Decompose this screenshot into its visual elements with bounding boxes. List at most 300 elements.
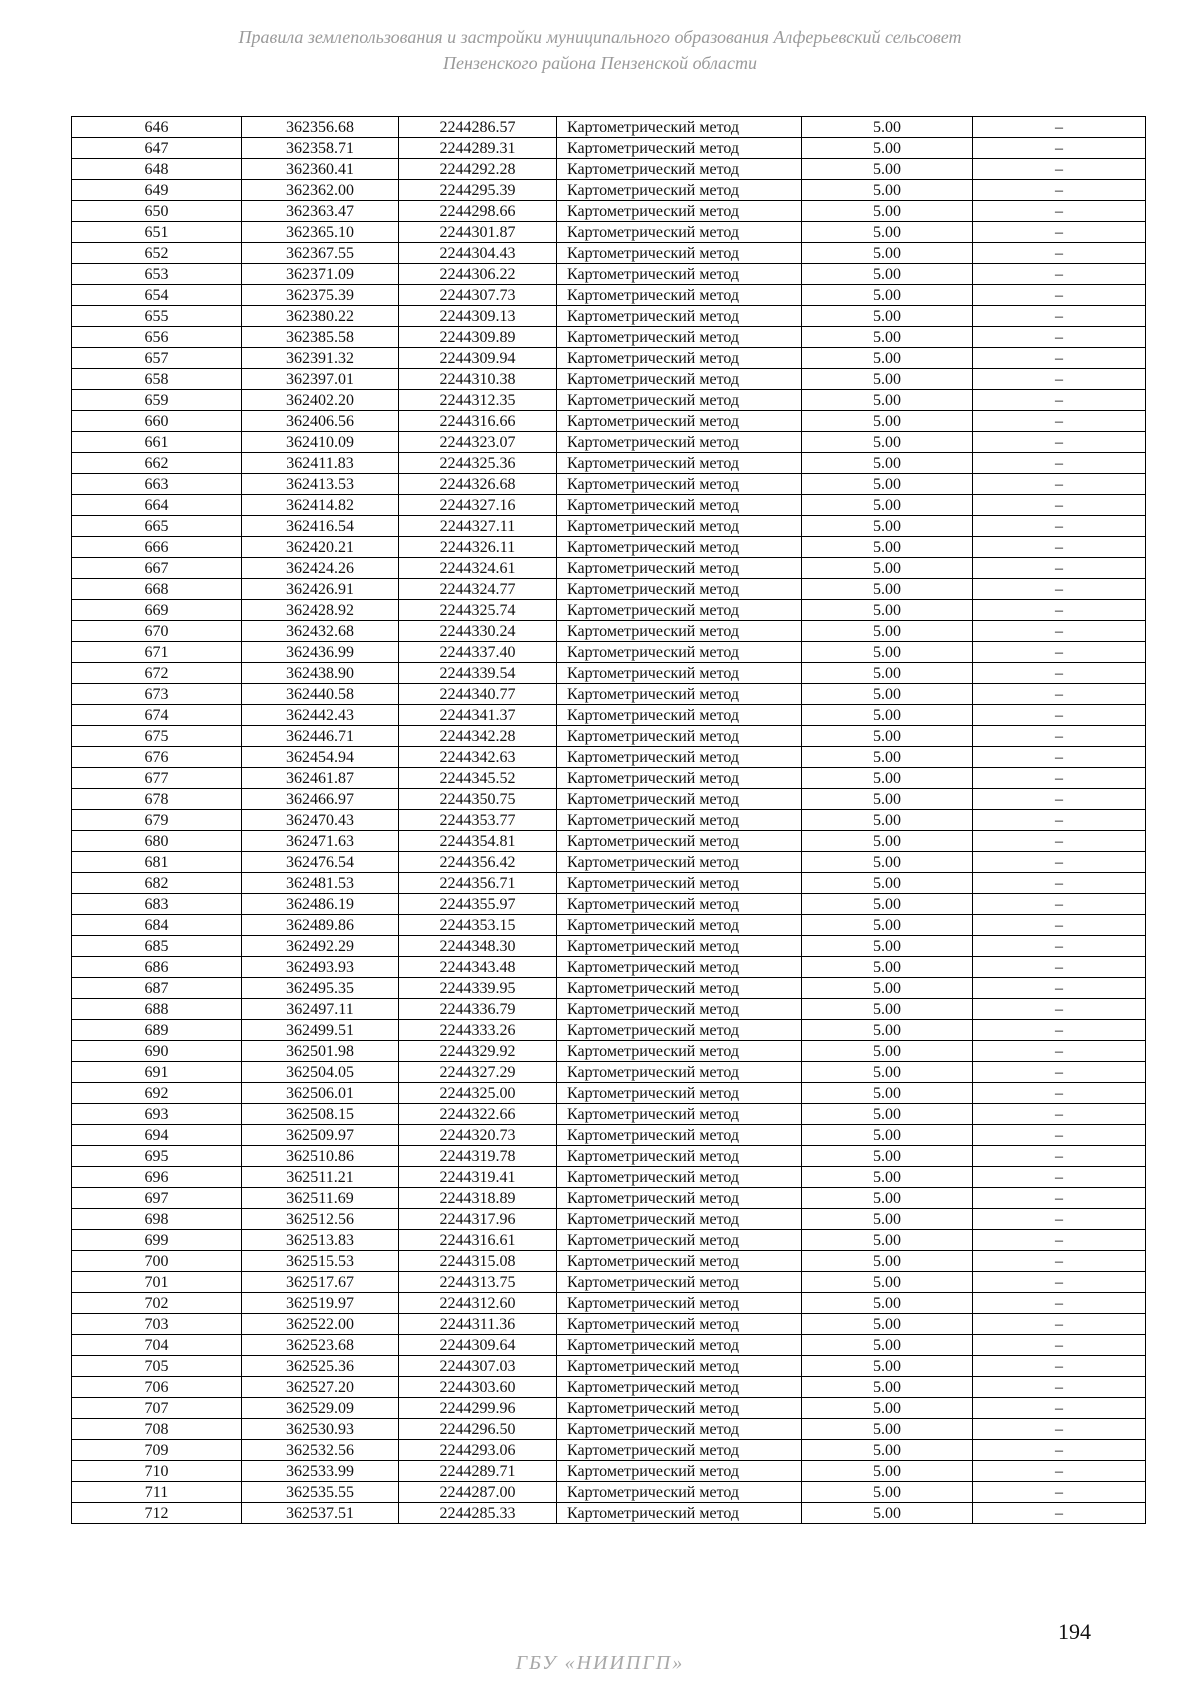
y-coordinate-cell: 2244323.07: [399, 432, 557, 453]
x-coordinate-cell: 362438.90: [242, 663, 399, 684]
note-cell: –: [973, 726, 1146, 747]
table-row: [72, 348, 1146, 369]
point-number-cell: 704: [72, 1335, 242, 1356]
method-cell: Картометрический метод: [557, 1356, 802, 1377]
note-cell: –: [973, 705, 1146, 726]
method-cell: Картометрический метод: [557, 558, 802, 579]
note-cell: –: [973, 852, 1146, 873]
y-coordinate-cell: 2244325.00: [399, 1083, 557, 1104]
method-cell: Картометрический метод: [557, 684, 802, 705]
note-cell: –: [973, 558, 1146, 579]
table-row: [72, 1272, 1146, 1293]
x-coordinate-cell: 362363.47: [242, 201, 399, 222]
y-coordinate-cell: 2244318.89: [399, 1188, 557, 1209]
y-coordinate-cell: 2244345.52: [399, 768, 557, 789]
table-row: [72, 516, 1146, 537]
note-cell: –: [973, 117, 1146, 138]
table-row: [72, 1125, 1146, 1146]
method-cell: Картометрический метод: [557, 1188, 802, 1209]
x-coordinate-cell: 362517.67: [242, 1272, 399, 1293]
accuracy-cell: 5.00: [802, 747, 973, 768]
y-coordinate-cell: 2244304.43: [399, 243, 557, 264]
point-number-cell: 663: [72, 474, 242, 495]
y-coordinate-cell: 2244307.73: [399, 285, 557, 306]
point-number-cell: 676: [72, 747, 242, 768]
table-row: [72, 1251, 1146, 1272]
method-cell: Картометрический метод: [557, 453, 802, 474]
x-coordinate-cell: 362508.15: [242, 1104, 399, 1125]
y-coordinate-cell: 2244319.78: [399, 1146, 557, 1167]
method-cell: Картометрический метод: [557, 831, 802, 852]
note-cell: –: [973, 1020, 1146, 1041]
x-coordinate-cell: 362510.86: [242, 1146, 399, 1167]
x-coordinate-cell: 362512.56: [242, 1209, 399, 1230]
note-cell: –: [973, 894, 1146, 915]
header-line-1: Правила землепользования и застройки муниципального образования Алферьевский сельсовет: [238, 27, 962, 47]
x-coordinate-cell: 362358.71: [242, 138, 399, 159]
method-cell: Картометрический метод: [557, 306, 802, 327]
x-coordinate-cell: 362375.39: [242, 285, 399, 306]
method-cell: Картометрический метод: [557, 369, 802, 390]
note-cell: –: [973, 747, 1146, 768]
point-number-cell: 654: [72, 285, 242, 306]
x-coordinate-cell: 362454.94: [242, 747, 399, 768]
note-cell: –: [973, 1188, 1146, 1209]
x-coordinate-cell: 362525.36: [242, 1356, 399, 1377]
table-row: [72, 663, 1146, 684]
x-coordinate-cell: 362446.71: [242, 726, 399, 747]
table-row: [72, 1167, 1146, 1188]
x-coordinate-cell: 362509.97: [242, 1125, 399, 1146]
note-cell: –: [973, 1125, 1146, 1146]
accuracy-cell: 5.00: [802, 1335, 973, 1356]
note-cell: –: [973, 1398, 1146, 1419]
point-number-cell: 707: [72, 1398, 242, 1419]
y-coordinate-cell: 2244313.75: [399, 1272, 557, 1293]
x-coordinate-cell: 362476.54: [242, 852, 399, 873]
accuracy-cell: 5.00: [802, 117, 973, 138]
note-cell: –: [973, 915, 1146, 936]
x-coordinate-cell: 362515.53: [242, 1251, 399, 1272]
y-coordinate-cell: 2244311.36: [399, 1314, 557, 1335]
note-cell: –: [973, 138, 1146, 159]
note-cell: –: [973, 285, 1146, 306]
method-cell: Картометрический метод: [557, 1167, 802, 1188]
y-coordinate-cell: 2244354.81: [399, 831, 557, 852]
note-cell: –: [973, 264, 1146, 285]
x-coordinate-cell: 362416.54: [242, 516, 399, 537]
accuracy-cell: 5.00: [802, 285, 973, 306]
note-cell: –: [973, 1356, 1146, 1377]
note-cell: –: [973, 369, 1146, 390]
y-coordinate-cell: 2244301.87: [399, 222, 557, 243]
table-row: [72, 327, 1146, 348]
x-coordinate-cell: 362436.99: [242, 642, 399, 663]
point-number-cell: 694: [72, 1125, 242, 1146]
accuracy-cell: 5.00: [802, 411, 973, 432]
point-number-cell: 669: [72, 600, 242, 621]
table-row: [72, 1188, 1146, 1209]
table-row: [72, 936, 1146, 957]
accuracy-cell: 5.00: [802, 1272, 973, 1293]
accuracy-cell: 5.00: [802, 1188, 973, 1209]
method-cell: Картометрический метод: [557, 1440, 802, 1461]
method-cell: Картометрический метод: [557, 201, 802, 222]
note-cell: –: [973, 453, 1146, 474]
table-row: [72, 411, 1146, 432]
point-number-cell: 695: [72, 1146, 242, 1167]
method-cell: Картометрический метод: [557, 999, 802, 1020]
table-row: [72, 537, 1146, 558]
point-number-cell: 680: [72, 831, 242, 852]
accuracy-cell: 5.00: [802, 222, 973, 243]
note-cell: –: [973, 621, 1146, 642]
accuracy-cell: 5.00: [802, 327, 973, 348]
y-coordinate-cell: 2244348.30: [399, 936, 557, 957]
table-row: [72, 1440, 1146, 1461]
note-cell: –: [973, 222, 1146, 243]
table-row: [72, 201, 1146, 222]
point-number-cell: 709: [72, 1440, 242, 1461]
accuracy-cell: 5.00: [802, 1209, 973, 1230]
x-coordinate-cell: 362529.09: [242, 1398, 399, 1419]
note-cell: –: [973, 642, 1146, 663]
method-cell: Картометрический метод: [557, 1272, 802, 1293]
page-header: [0, 24, 1200, 76]
table-row: [72, 705, 1146, 726]
accuracy-cell: 5.00: [802, 1125, 973, 1146]
y-coordinate-cell: 2244350.75: [399, 789, 557, 810]
note-cell: –: [973, 1230, 1146, 1251]
x-coordinate-cell: 362486.19: [242, 894, 399, 915]
method-cell: Картометрический метод: [557, 978, 802, 999]
y-coordinate-cell: 2244327.16: [399, 495, 557, 516]
y-coordinate-cell: 2244324.77: [399, 579, 557, 600]
note-cell: –: [973, 1377, 1146, 1398]
accuracy-cell: 5.00: [802, 537, 973, 558]
x-coordinate-cell: 362489.86: [242, 915, 399, 936]
table-row: [72, 810, 1146, 831]
point-number-cell: 705: [72, 1356, 242, 1377]
x-coordinate-cell: 362440.58: [242, 684, 399, 705]
x-coordinate-cell: 362493.93: [242, 957, 399, 978]
point-number-cell: 696: [72, 1167, 242, 1188]
accuracy-cell: 5.00: [802, 138, 973, 159]
table-row: [72, 978, 1146, 999]
y-coordinate-cell: 2244299.96: [399, 1398, 557, 1419]
x-coordinate-cell: 362499.51: [242, 1020, 399, 1041]
x-coordinate-cell: 362530.93: [242, 1419, 399, 1440]
point-number-cell: 667: [72, 558, 242, 579]
point-number-cell: 649: [72, 180, 242, 201]
x-coordinate-cell: 362523.68: [242, 1335, 399, 1356]
y-coordinate-cell: 2244306.22: [399, 264, 557, 285]
note-cell: –: [973, 159, 1146, 180]
note-cell: –: [973, 999, 1146, 1020]
method-cell: Картометрический метод: [557, 915, 802, 936]
note-cell: –: [973, 327, 1146, 348]
y-coordinate-cell: 2244343.48: [399, 957, 557, 978]
point-number-cell: 671: [72, 642, 242, 663]
y-coordinate-cell: 2244309.64: [399, 1335, 557, 1356]
method-cell: Картометрический метод: [557, 852, 802, 873]
table-row: [72, 1146, 1146, 1167]
table-row: [72, 1419, 1146, 1440]
accuracy-cell: 5.00: [802, 264, 973, 285]
x-coordinate-cell: 362365.10: [242, 222, 399, 243]
accuracy-cell: 5.00: [802, 1377, 973, 1398]
y-coordinate-cell: 2244322.66: [399, 1104, 557, 1125]
x-coordinate-cell: 362535.55: [242, 1482, 399, 1503]
method-cell: Картометрический метод: [557, 1503, 802, 1524]
note-cell: –: [973, 1272, 1146, 1293]
coordinates-table: [71, 116, 1146, 1524]
point-number-cell: 684: [72, 915, 242, 936]
x-coordinate-cell: 362537.51: [242, 1503, 399, 1524]
method-cell: Картометрический метод: [557, 1125, 802, 1146]
accuracy-cell: 5.00: [802, 1461, 973, 1482]
point-number-cell: 647: [72, 138, 242, 159]
note-cell: –: [973, 1209, 1146, 1230]
note-cell: –: [973, 1104, 1146, 1125]
method-cell: Картометрический метод: [557, 348, 802, 369]
note-cell: –: [973, 957, 1146, 978]
point-number-cell: 666: [72, 537, 242, 558]
method-cell: Картометрический метод: [557, 936, 802, 957]
method-cell: Картометрический метод: [557, 1209, 802, 1230]
accuracy-cell: 5.00: [802, 579, 973, 600]
method-cell: Картометрический метод: [557, 663, 802, 684]
point-number-cell: 646: [72, 117, 242, 138]
y-coordinate-cell: 2244330.24: [399, 621, 557, 642]
x-coordinate-cell: 362426.91: [242, 579, 399, 600]
y-coordinate-cell: 2244287.00: [399, 1482, 557, 1503]
note-cell: –: [973, 474, 1146, 495]
accuracy-cell: 5.00: [802, 684, 973, 705]
x-coordinate-cell: 362424.26: [242, 558, 399, 579]
note-cell: –: [973, 978, 1146, 999]
note-cell: –: [973, 831, 1146, 852]
accuracy-cell: 5.00: [802, 1398, 973, 1419]
accuracy-cell: 5.00: [802, 159, 973, 180]
y-coordinate-cell: 2244326.11: [399, 537, 557, 558]
method-cell: Картометрический метод: [557, 390, 802, 411]
x-coordinate-cell: 362471.63: [242, 831, 399, 852]
note-cell: –: [973, 873, 1146, 894]
point-number-cell: 662: [72, 453, 242, 474]
y-coordinate-cell: 2244337.40: [399, 642, 557, 663]
method-cell: Картометрический метод: [557, 894, 802, 915]
accuracy-cell: 5.00: [802, 306, 973, 327]
y-coordinate-cell: 2244317.96: [399, 1209, 557, 1230]
note-cell: –: [973, 1167, 1146, 1188]
table-row: [72, 1293, 1146, 1314]
method-cell: Картометрический метод: [557, 1482, 802, 1503]
point-number-cell: 682: [72, 873, 242, 894]
table-row: [72, 642, 1146, 663]
y-coordinate-cell: 2244355.97: [399, 894, 557, 915]
table-row: [72, 852, 1146, 873]
point-number-cell: 681: [72, 852, 242, 873]
point-number-cell: 651: [72, 222, 242, 243]
accuracy-cell: 5.00: [802, 1356, 973, 1377]
table-row: [72, 159, 1146, 180]
table-row: [72, 1461, 1146, 1482]
y-coordinate-cell: 2244309.13: [399, 306, 557, 327]
y-coordinate-cell: 2244316.61: [399, 1230, 557, 1251]
accuracy-cell: 5.00: [802, 348, 973, 369]
table-body: [72, 117, 1146, 1524]
method-cell: Картометрический метод: [557, 537, 802, 558]
y-coordinate-cell: 2244295.39: [399, 180, 557, 201]
table-row: [72, 873, 1146, 894]
table-row: [72, 1062, 1146, 1083]
x-coordinate-cell: 362466.97: [242, 789, 399, 810]
table-row: [72, 1230, 1146, 1251]
accuracy-cell: 5.00: [802, 1482, 973, 1503]
method-cell: Картометрический метод: [557, 411, 802, 432]
y-coordinate-cell: 2244293.06: [399, 1440, 557, 1461]
note-cell: –: [973, 1251, 1146, 1272]
note-cell: –: [973, 495, 1146, 516]
x-coordinate-cell: 362492.29: [242, 936, 399, 957]
y-coordinate-cell: 2244320.73: [399, 1125, 557, 1146]
table-row: [72, 747, 1146, 768]
method-cell: Картометрический метод: [557, 1419, 802, 1440]
method-cell: Картометрический метод: [557, 747, 802, 768]
table-row: [72, 243, 1146, 264]
method-cell: Картометрический метод: [557, 1398, 802, 1419]
point-number-cell: 690: [72, 1041, 242, 1062]
point-number-cell: 699: [72, 1230, 242, 1251]
note-cell: –: [973, 537, 1146, 558]
accuracy-cell: 5.00: [802, 201, 973, 222]
note-cell: –: [973, 1083, 1146, 1104]
method-cell: Картометрический метод: [557, 180, 802, 201]
accuracy-cell: 5.00: [802, 1314, 973, 1335]
accuracy-cell: 5.00: [802, 999, 973, 1020]
table-row: [72, 432, 1146, 453]
table-row: [72, 1314, 1146, 1335]
x-coordinate-cell: 362533.99: [242, 1461, 399, 1482]
y-coordinate-cell: 2244312.35: [399, 390, 557, 411]
note-cell: –: [973, 936, 1146, 957]
note-cell: –: [973, 243, 1146, 264]
point-number-cell: 664: [72, 495, 242, 516]
method-cell: Картометрический метод: [557, 1020, 802, 1041]
accuracy-cell: 5.00: [802, 1440, 973, 1461]
point-number-cell: 712: [72, 1503, 242, 1524]
method-cell: Картометрический метод: [557, 642, 802, 663]
x-coordinate-cell: 362420.21: [242, 537, 399, 558]
y-coordinate-cell: 2244342.28: [399, 726, 557, 747]
accuracy-cell: 5.00: [802, 1167, 973, 1188]
accuracy-cell: 5.00: [802, 1062, 973, 1083]
accuracy-cell: 5.00: [802, 726, 973, 747]
accuracy-cell: 5.00: [802, 1083, 973, 1104]
table-row: [72, 1083, 1146, 1104]
y-coordinate-cell: 2244326.68: [399, 474, 557, 495]
y-coordinate-cell: 2244333.26: [399, 1020, 557, 1041]
note-cell: –: [973, 1503, 1146, 1524]
table-row: [72, 789, 1146, 810]
x-coordinate-cell: 362442.43: [242, 705, 399, 726]
table-row: [72, 621, 1146, 642]
method-cell: Картометрический метод: [557, 1146, 802, 1167]
note-cell: –: [973, 201, 1146, 222]
accuracy-cell: 5.00: [802, 390, 973, 411]
x-coordinate-cell: 362411.83: [242, 453, 399, 474]
y-coordinate-cell: 2244289.31: [399, 138, 557, 159]
note-cell: –: [973, 1314, 1146, 1335]
note-cell: –: [973, 1419, 1146, 1440]
table-row: [72, 726, 1146, 747]
y-coordinate-cell: 2244285.33: [399, 1503, 557, 1524]
y-coordinate-cell: 2244325.36: [399, 453, 557, 474]
x-coordinate-cell: 362385.58: [242, 327, 399, 348]
table-row: [72, 1503, 1146, 1524]
table-row: [72, 1356, 1146, 1377]
point-number-cell: 686: [72, 957, 242, 978]
table-row: [72, 1398, 1146, 1419]
x-coordinate-cell: 362504.05: [242, 1062, 399, 1083]
point-number-cell: 711: [72, 1482, 242, 1503]
x-coordinate-cell: 362410.09: [242, 432, 399, 453]
point-number-cell: 706: [72, 1377, 242, 1398]
method-cell: Картометрический метод: [557, 138, 802, 159]
table-row: [72, 915, 1146, 936]
table-row: [72, 369, 1146, 390]
method-cell: Картометрический метод: [557, 1083, 802, 1104]
method-cell: Картометрический метод: [557, 1461, 802, 1482]
note-cell: –: [973, 768, 1146, 789]
y-coordinate-cell: 2244286.57: [399, 117, 557, 138]
point-number-cell: 697: [72, 1188, 242, 1209]
point-number-cell: 668: [72, 579, 242, 600]
accuracy-cell: 5.00: [802, 768, 973, 789]
table-row: [72, 390, 1146, 411]
point-number-cell: 710: [72, 1461, 242, 1482]
method-cell: Картометрический метод: [557, 243, 802, 264]
accuracy-cell: 5.00: [802, 453, 973, 474]
x-coordinate-cell: 362513.83: [242, 1230, 399, 1251]
accuracy-cell: 5.00: [802, 1020, 973, 1041]
y-coordinate-cell: 2244327.29: [399, 1062, 557, 1083]
note-cell: –: [973, 1335, 1146, 1356]
method-cell: Картометрический метод: [557, 1377, 802, 1398]
y-coordinate-cell: 2244309.94: [399, 348, 557, 369]
point-number-cell: 687: [72, 978, 242, 999]
note-cell: –: [973, 1293, 1146, 1314]
table-row: [72, 831, 1146, 852]
note-cell: –: [973, 516, 1146, 537]
table-row: [72, 1209, 1146, 1230]
point-number-cell: 703: [72, 1314, 242, 1335]
point-number-cell: 652: [72, 243, 242, 264]
accuracy-cell: 5.00: [802, 1293, 973, 1314]
point-number-cell: 673: [72, 684, 242, 705]
point-number-cell: 672: [72, 663, 242, 684]
point-number-cell: 656: [72, 327, 242, 348]
method-cell: Картометрический метод: [557, 705, 802, 726]
x-coordinate-cell: 362527.20: [242, 1377, 399, 1398]
note-cell: –: [973, 1461, 1146, 1482]
method-cell: Картометрический метод: [557, 222, 802, 243]
y-coordinate-cell: 2244296.50: [399, 1419, 557, 1440]
y-coordinate-cell: 2244292.28: [399, 159, 557, 180]
x-coordinate-cell: 362506.01: [242, 1083, 399, 1104]
x-coordinate-cell: 362511.69: [242, 1188, 399, 1209]
